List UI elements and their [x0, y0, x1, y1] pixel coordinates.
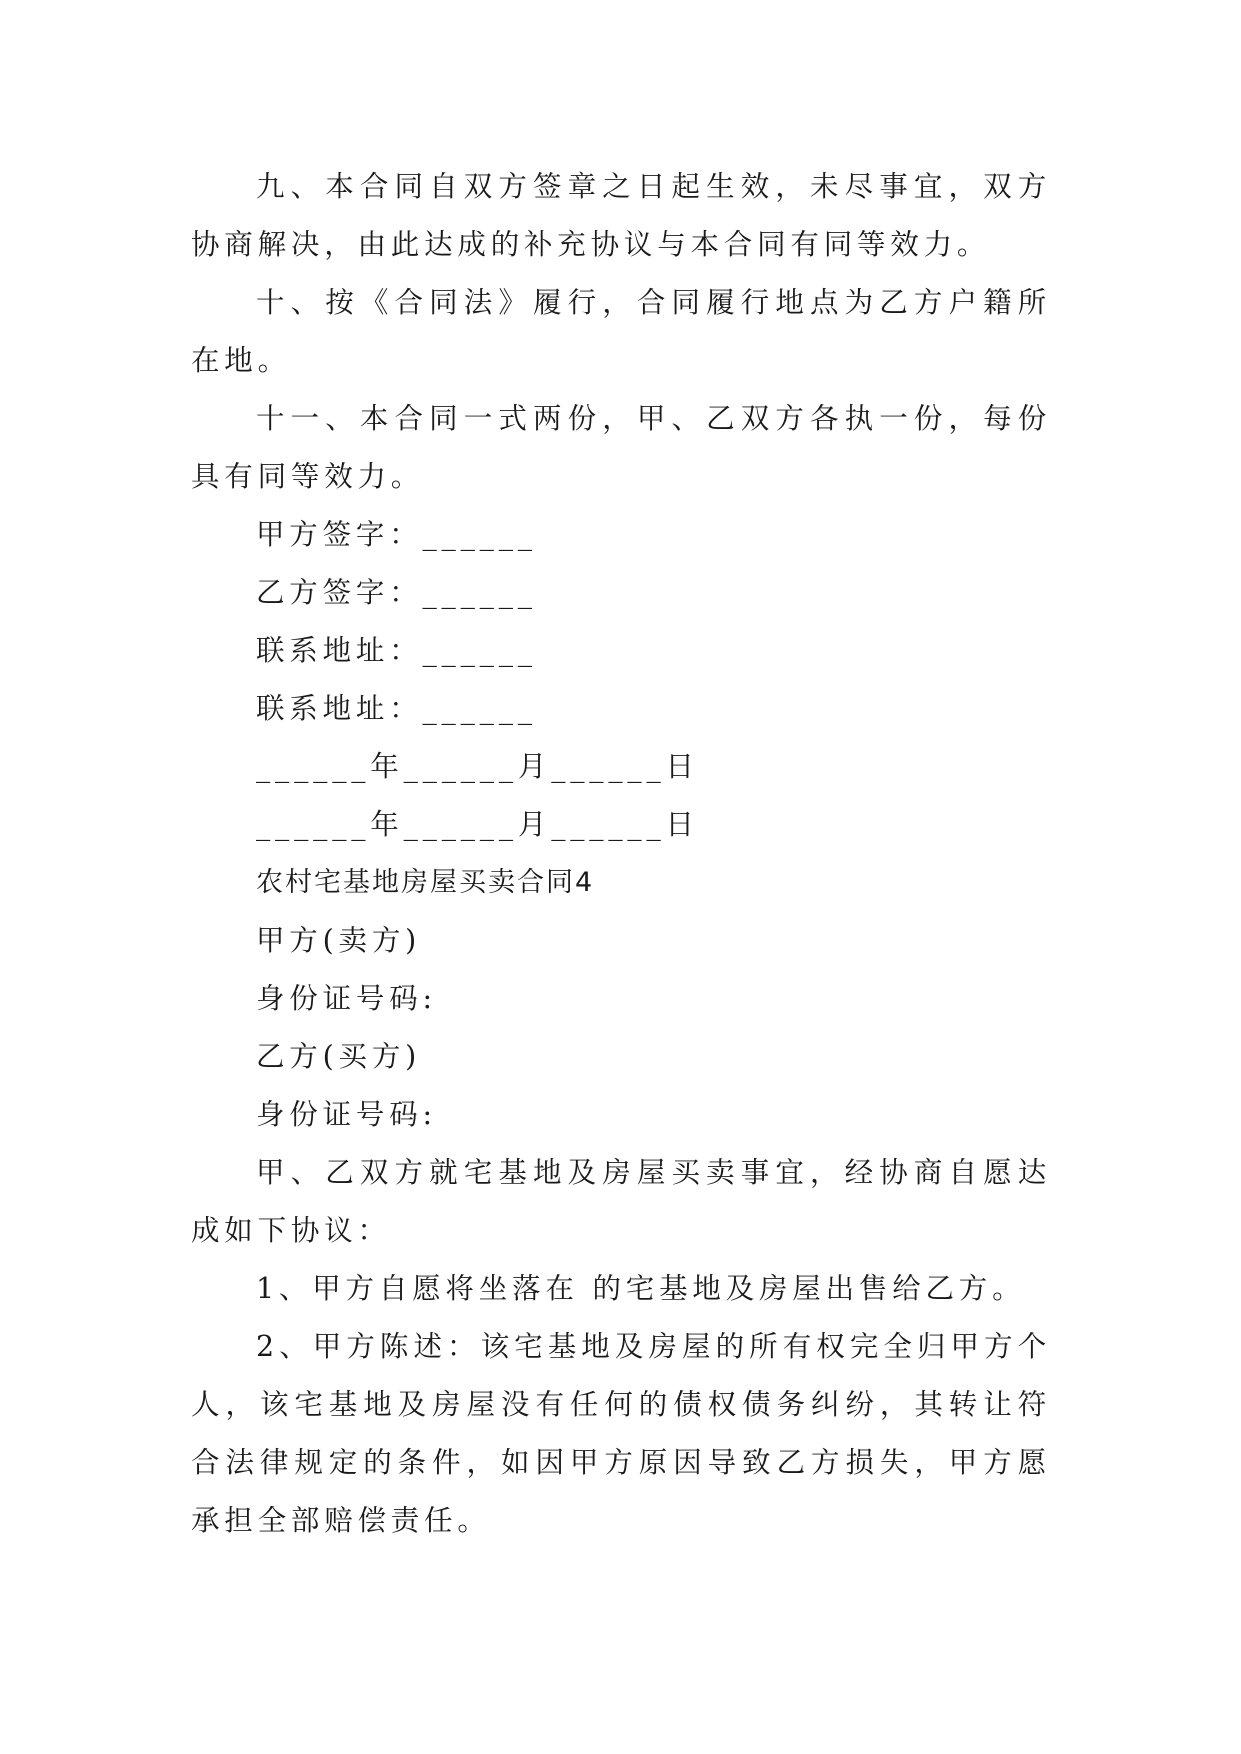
clause-ten: 十、按《合同法》履行，合同履行地点为乙方户籍所在地。: [191, 286, 1051, 377]
contact-address-line: 联系地址：______: [256, 692, 537, 725]
contract-title: 农村宅基地房屋买卖合同4: [256, 867, 595, 898]
party-a-signature-line: 甲方签字：______: [256, 518, 537, 551]
agreement-preamble: 甲、乙双方就宅基地及房屋买卖事宜，经协商自愿达成如下协议：: [191, 1156, 1051, 1247]
party-b-label: 乙方(买方): [256, 1040, 422, 1073]
clause-eleven: 十一、本合同一式两份，甲、乙双方各执一份，每份具有同等效力。: [191, 402, 1051, 493]
contact-address-line: 联系地址：______: [256, 634, 537, 667]
document-body: [191, 158, 1051, 1550]
date-line: ______年______月______日: [256, 808, 699, 841]
party-a-label: 甲方(卖方): [256, 924, 422, 957]
date-line: ______年______月______日: [256, 750, 699, 783]
clause-nine: 九、本合同自双方签章之日起生效，未尽事宜，双方协商解决，由此达成的补充协议与本合同有同等效力。: [191, 170, 1051, 261]
clause-one: 1、甲方自愿将坐落在 的宅基地及房屋出售给乙方。: [256, 1272, 1026, 1305]
party-a-id-label: 身份证号码:: [256, 982, 437, 1015]
clause-two: 2、甲方陈述：该宅基地及房屋的所有权完全归甲方个人，该宅基地及房屋没有任何的债权债务纠纷，其转让符合法律规定的条件，如因甲方原因导致乙方损失，甲方愿承担全部赔偿责任。: [191, 1330, 1051, 1537]
party-b-signature-line: 乙方签字：______: [256, 576, 537, 609]
party-b-id-label: 身份证号码:: [256, 1098, 437, 1131]
